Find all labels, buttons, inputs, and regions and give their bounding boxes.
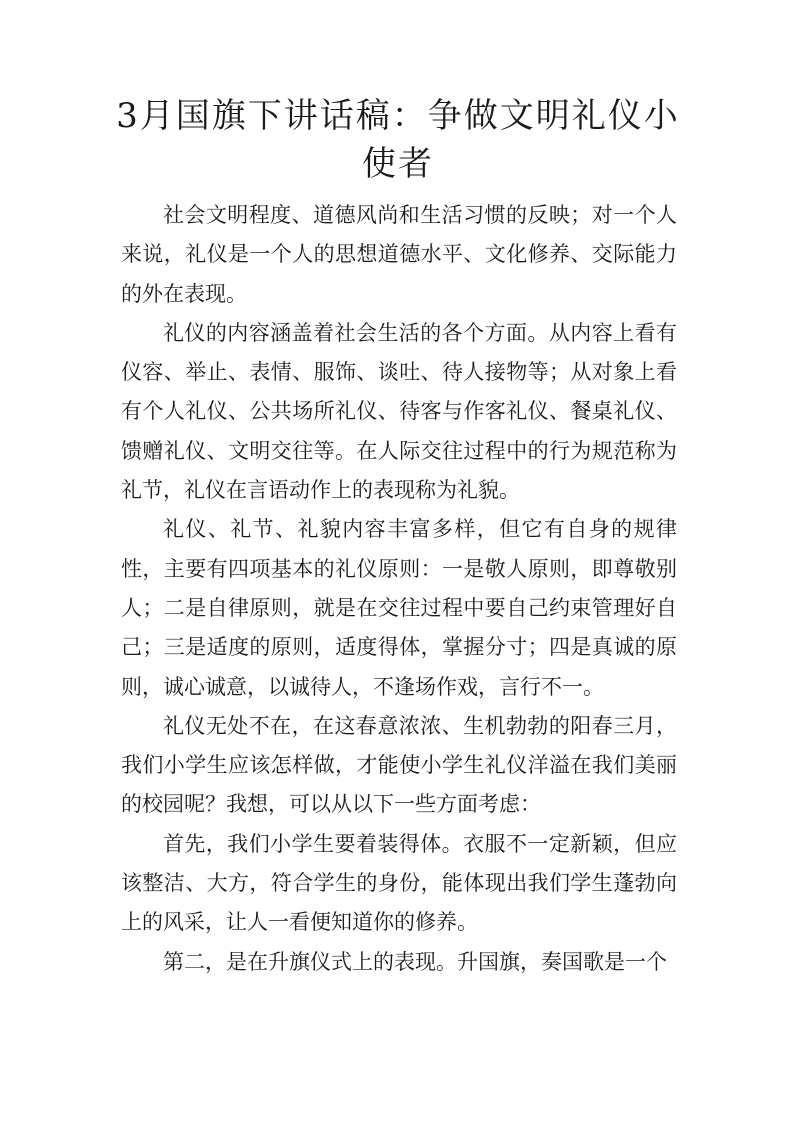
paragraph: 社会文明程度、道德风尚和生活习惯的反映；对一个人来说，礼仪是一个人的思想道德水平、文化修养、交际能力的外在表现。	[121, 203, 677, 306]
paragraph: 礼仪无处不在，在这春意浓浓、生机勃勃的阳春三月，我们小学生应该怎样做，才能使小学生礼仪洋溢在我们美丽的校园呢？我想，可以从以下一些方面考虑：	[121, 713, 677, 817]
paragraph: 礼仪的内容涵盖着社会生活的各个方面。从内容上看有仪容、举止、表情、服饰、谈吐、待人接物等；从对象上看有个人礼仪、公共场所礼仪、待客与作客礼仪、餐桌礼仪、馈赠礼仪、文明交往等。在人际交往过程中的行为规范称为礼节，礼仪在言语动作上的表现称为礼貌。	[121, 320, 677, 503]
paragraph: 第二，是在升旗仪式上的表现。升国旗，奏国歌是一个	[163, 949, 667, 974]
document-body	[121, 196, 677, 982]
paragraph: 首先，我们小学生要着装得体。衣服不一定新颖，但应该整洁、大方，符合学生的身份，能体现出我们学生蓬勃向上的风采，让人一看便知道你的修养。	[121, 831, 677, 935]
paragraph: 礼仪、礼节、礼貌内容丰富多样，但它有自身的规律性，主要有四项基本的礼仪原则：一是敬人原则，即尊敬别人；二是自律原则，就是在交往过程中要自己约束管理好自己；三是适度的原则，适度得体，掌握分寸；四是真诚的原则，诚心诚意，以诚待人，不逢场作戏，言行不一。	[121, 517, 677, 699]
document-title: 3月国旗下讲话稿：争做文明礼仪小使者	[116, 96, 680, 184]
